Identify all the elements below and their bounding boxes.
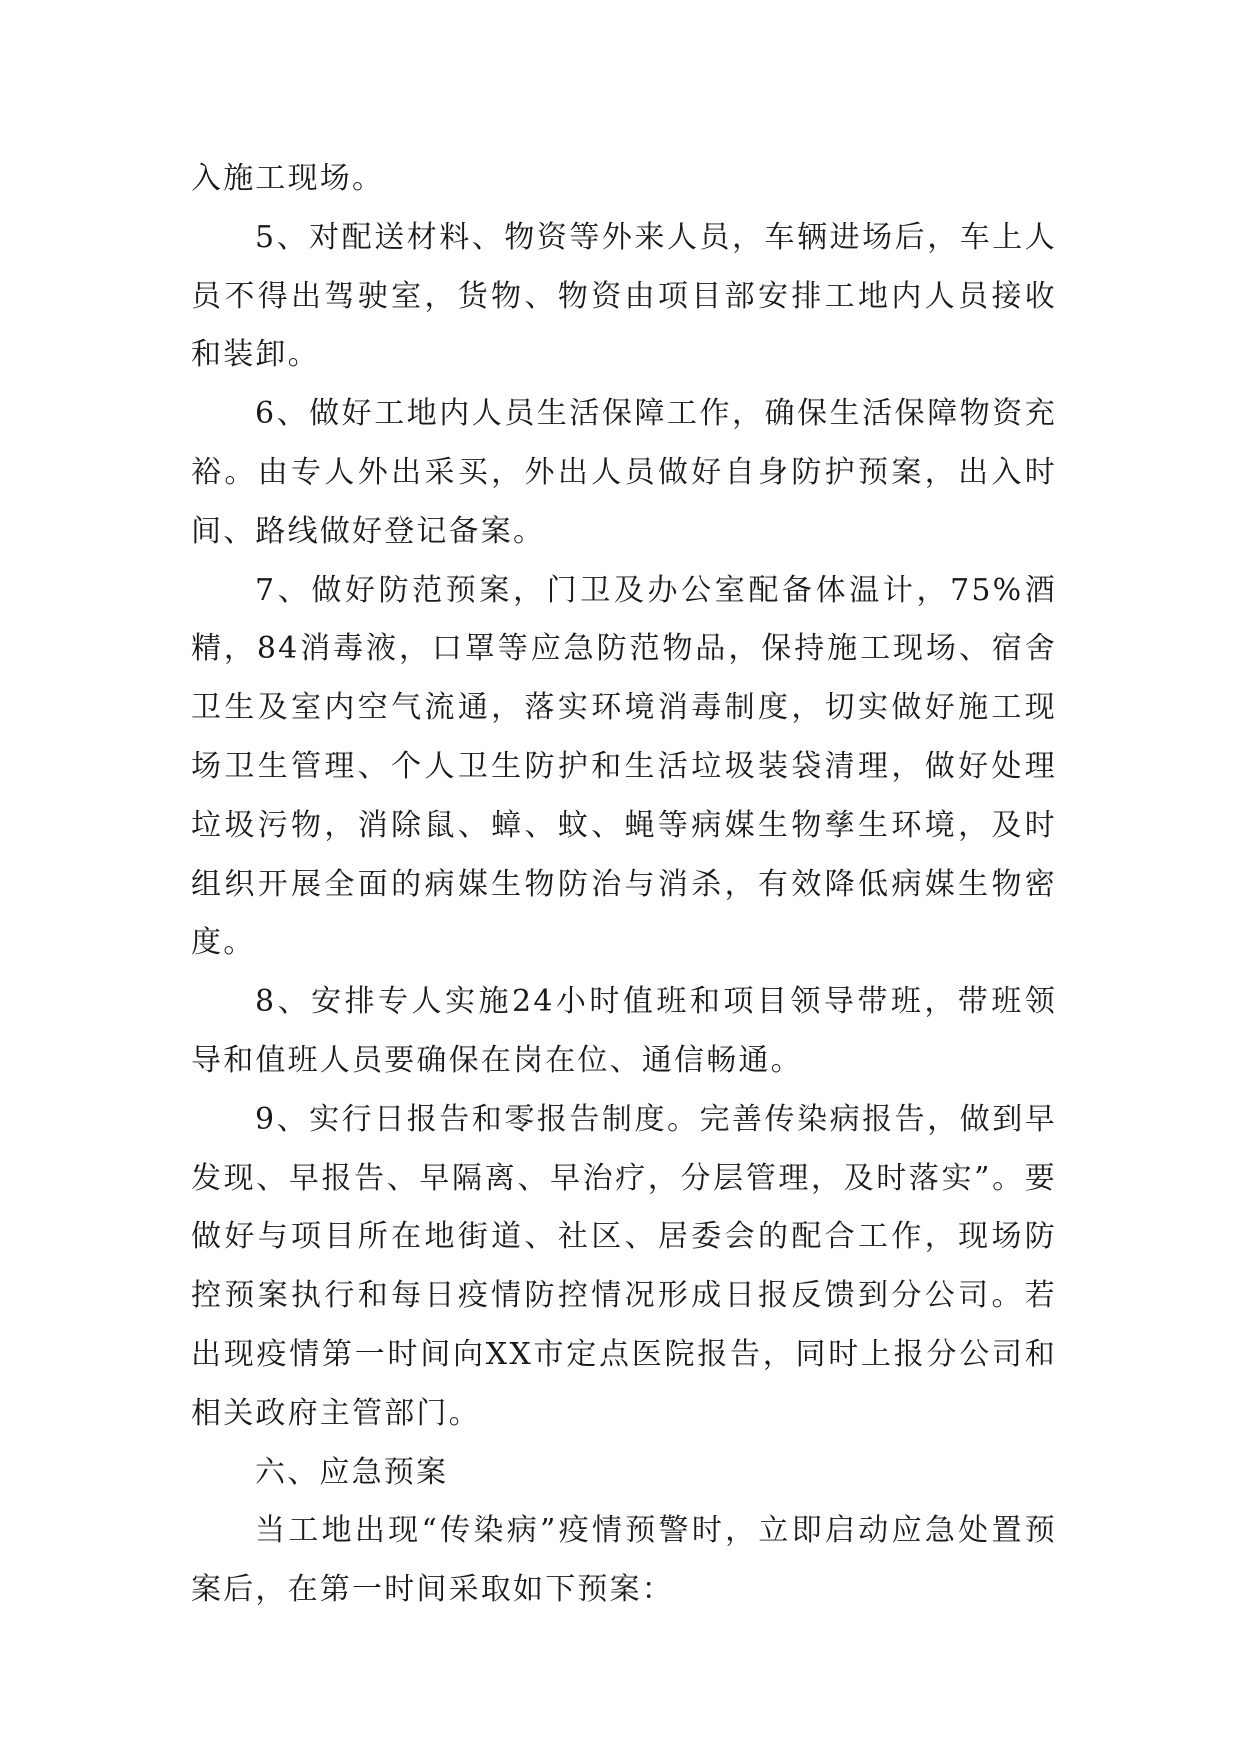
- section-heading: 六、应急预案: [255, 1454, 449, 1490]
- document-body: [191, 150, 1057, 1620]
- paragraph-emergency-plan: 当工地出现“传染病”疫情预警时，立即启动应急处置预案后，在第一时间采取如下预案：: [191, 1513, 1057, 1608]
- paragraph-item-7: 7、做好防范预案，门卫及办公室配备体温计，75%酒精，84消毒液，口罩等应急防范物品，保持施工现场、宿舍卫生及室内空气流通，落实环境消毒制度，切实做好施工现场卫生管理、个人卫生防护和生活垃圾装袋清理，做好处理垃圾污物，消除鼠、蟑、蚊、蝇等病媒生物孳生环境，及时组织开展全面的病媒生物防治与消杀，有效降低病媒生物密度。: [191, 572, 1057, 961]
- paragraph-item-8: 8、安排专人实施24小时值班和项目领导带班，带班领导和值班人员要确保在岗在位、通信畅通。: [191, 984, 1057, 1078]
- paragraph-item-6: 6、做好工地内人员生活保障工作，确保生活保障物资充裕。由专人外出采买，外出人员做好自身防护预案，出入时间、路线做好登记备案。: [191, 396, 1057, 549]
- paragraph-item-9: 9、实行日报告和零报告制度。完善传染病报告，做到早发现、早报告、早隔离、早治疗，分层管理，及时落实”。要做好与项目所在地街道、社区、居委会的配合工作，现场防控预案执行和每日疫情防控情况形成日报反馈到分公司。若出现疫情第一时间向XX市定点医院报告，同时上报分公司和相关政府主管部门。: [191, 1101, 1057, 1431]
- paragraph-continuation: 入施工现场。: [191, 161, 385, 196]
- paragraph-item-5: 5、对配送材料、物资等外来人员，车辆进场后，车上人员不得出驾驶室，货物、物资由项目部安排工地内人员接收和装卸。: [191, 219, 1057, 373]
